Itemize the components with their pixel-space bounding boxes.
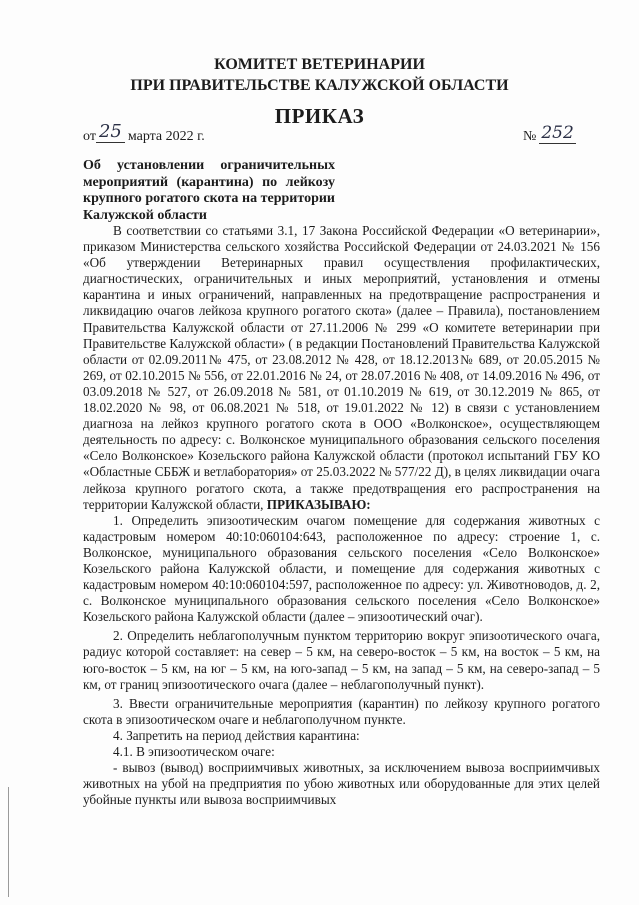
date-rest: марта 2022 г. [127,129,205,144]
committee-name: КОМИТЕТ ВЕТЕРИНАРИИ [214,56,425,73]
paragraph-3: 3. Ввести ограничительные мероприятия (карантин) по лейкозу крупного рогатого скота в эпизоотическом очаге и неблагополучном пункте. [83,695,600,727]
date-day-handwritten: 25 [96,121,125,143]
paragraph-1: 1. Определить эпизоотическим очагом помещение для содержания животных с кадастровым номером 40:10:060104:643, расположенное по адресу: строение 1, с. Волконское, муниципального образования сельского поселения «Село Волконское» Козельского района Калужской области, и помещение для содержания животных с кадастровым номером 40:10:060104:597, расположенное по адресу: ул. Животноводов, д. 2, с. Волконское муниципального образования сельского поселения «Село Волконское» Козельского района Калужской области (далее – эпизоотический очаг). [83,512,600,625]
order-word: ПРИКАЗЫВАЮ: [266,496,371,512]
order-number [523,125,576,146]
paragraph-4: 4. Запретить на период действия карантина: [113,727,360,743]
order-date [83,121,205,146]
scan-edge-line [8,787,9,897]
intro-paragraph [83,223,600,513]
intro-text: В соответствии со статьями 3.1, 17 Закона Российской Федерации «О ветеринарии», приказом Министерства сельского хозяйства Российской Федерации от 24.03.2021 № 156 «Об утверждении Ветеринарных правил осуществления профилактических, диагностических, ограничительных и иных мероприятий, установления и отмены карантина и иных ограничений, направленных на предотвращение распространения и ликвидацию очагов лейкоза крупного рогатого скота» (далее – Правила), постановлением Правительства Калужской области от 27.11.2006 № 299 «О комитете ветеринарии при Правительстве Калужской области» ( в редакции Постановлений Правительства Калужской области от 02.09.2011№ 475, от 23.08.2012 № 428, от 18.12.2013№ 689, от 20.05.2015 № 269, от 02.10.2015 № 556, от 22.01.2016 № 24, от 28.07.2016 № 408, от 14.09.2016 № 496, от 03.09.2018 № 527, от 26.09.2018 № 581, от 01.10.2019 № 619, от 30.12.2019 № 865, от 18.02.2020 № 98, от 06.08.2021 № 518, от 19.01.2022 № 12) в связи с установлением диагноза на лейкоз крупного рогатого скота в ООО «Волконское», осуществляющем деятельность по адресу: с. Волконское муниципального образования сельского поселения «Село Волконское» Козельского района Калужской области (протокол испытаний ГБУ КО «Областные СББЖ и ветлаборатория» от 25.03.2022 № 577/22 Д), в целях ликвидации очага лейкоза крупного рогатого скота, а также предотвращения его распространения на территории Калужской области, [83,223,601,512]
order-subject: Об установлении ограничительных мероприятий (карантина) по лейкозу крупного рогатого скота на территории Калужской области [83,158,335,223]
order-body [83,223,600,808]
number-value-handwritten: 252 [541,123,574,143]
committee-subtitle: ПРИ ПРАВИТЕЛЬСТВЕ КАЛУЖСКОЙ ОБЛАСТИ [130,77,509,94]
paragraph-2: 2. Определить неблагополучным пунктом территорию вокруг эпизоотического очага, радиус которой составляет: на север – 5 км, на северо-восток – 5 км, на восток – 5 км, на юго-восток – 5 км, на юг – 5 км, на юго-запад – 5 км, на запад – 5 км, на северо-запад – 5 км, от границ эпизоотического очага (далее – неблагополучный пункт). [83,628,600,692]
number-prefix: № [523,129,537,144]
date-prefix: от [83,129,96,144]
paragraph-4-1: 4.1. В эпизоотическом очаге: [113,744,275,759]
paragraph-4-1-a: - вывоз (вывод) восприимчивых животных, за исключением вывоза восприимчивых животных на убой на предприятия по убою животных или оборудованные для этих целей убойные пункты или вывоза восприимчивых [83,760,600,808]
document-title: ПРИКАЗ [274,104,365,128]
